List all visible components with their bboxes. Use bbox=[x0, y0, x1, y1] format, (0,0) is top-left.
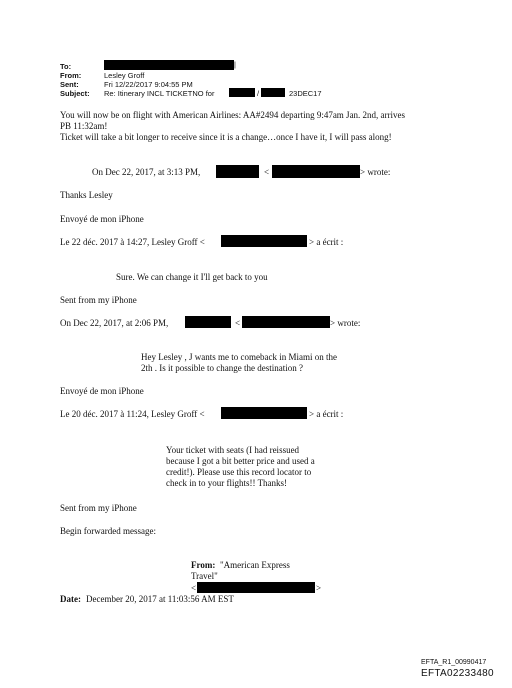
quote-3-lt: < bbox=[235, 318, 241, 328]
body-line-2: PB 11:32am! bbox=[60, 121, 108, 131]
from-value: Lesley Groff bbox=[104, 71, 145, 80]
redaction-q1-name bbox=[216, 165, 259, 178]
fwd-from-label: From: bbox=[191, 560, 216, 570]
footer-code-1: EFTA_R1_00990417 bbox=[421, 659, 487, 666]
quote-2-suffix: > a écrit : bbox=[309, 237, 344, 247]
redaction-q4-email bbox=[221, 407, 307, 419]
redaction-fwd-email bbox=[197, 582, 315, 593]
redaction-q2-email bbox=[221, 235, 307, 247]
ticket-line-3: credit!). Please use this record locator to bbox=[166, 467, 312, 477]
thanks-line: Thanks Lesley bbox=[60, 190, 113, 200]
subject-suffix: 23DEC17 bbox=[289, 89, 322, 98]
sent-iphone-line-2: Sent from my iPhone bbox=[60, 503, 137, 513]
subject-label: Subject: bbox=[60, 89, 90, 98]
redaction-subject-1 bbox=[229, 88, 255, 97]
quote-1-lt: < bbox=[264, 167, 270, 177]
date-label: Date: bbox=[60, 594, 81, 604]
quote-2-prefix: Le 22 déc. 2017 à 14:27, Lesley Groff < bbox=[60, 237, 205, 247]
quote-4-prefix: Le 20 déc. 2017 à 11:24, Lesley Groff < bbox=[60, 409, 205, 419]
redaction-subject-2 bbox=[261, 88, 285, 97]
quote-3-prefix: On Dec 22, 2017, at 2:06 PM, bbox=[60, 318, 169, 328]
sent-iphone-line-1: Sent from my iPhone bbox=[60, 295, 137, 305]
body-line-1: You will now be on flight with American Airlines: AA#2494 departing 9:47am Jan. 2nd, arrives bbox=[60, 110, 406, 120]
date-value: December 20, 2017 at 11:03:56 AM EST bbox=[86, 594, 234, 604]
sent-value: Fri 12/22/2017 9:04:55 PM bbox=[104, 80, 193, 89]
quote-4-suffix: > a écrit : bbox=[309, 409, 344, 419]
redaction-q3-email bbox=[242, 316, 330, 328]
footer-code-2: EFTA02233480 bbox=[421, 668, 494, 679]
from-label: From: bbox=[60, 71, 82, 80]
redaction-q3-name bbox=[185, 316, 231, 328]
redaction-q1-email bbox=[272, 165, 360, 178]
envoye-line-2: Envoyé de mon iPhone bbox=[60, 386, 144, 396]
subject-sep: / bbox=[257, 89, 260, 98]
fwd-from-value-2: Travel" bbox=[191, 571, 218, 581]
to-bracket: | bbox=[234, 60, 236, 69]
redaction-to bbox=[104, 60, 234, 70]
quote-3-suffix: > wrote: bbox=[330, 318, 361, 328]
ticket-line-1: Your ticket with seats (I had reissued bbox=[166, 445, 300, 455]
hey-line-2: 2th . Is it possible to change the destination ? bbox=[141, 363, 303, 373]
subject-prefix: Re: Itinerary INCL TICKETNO for bbox=[104, 89, 215, 98]
fwd-lt: < bbox=[191, 583, 197, 593]
begin-forwarded-line: Begin forwarded message: bbox=[60, 526, 156, 536]
quote-1-prefix: On Dec 22, 2017, at 3:13 PM, bbox=[92, 167, 201, 177]
to-label: To: bbox=[60, 62, 72, 71]
sent-label: Sent: bbox=[60, 80, 79, 89]
fwd-gt: > bbox=[316, 583, 322, 593]
sure-line: Sure. We can change it I'll get back to you bbox=[116, 272, 268, 282]
envoye-line-1: Envoyé de mon iPhone bbox=[60, 214, 144, 224]
fwd-from-value-1: "American Express bbox=[220, 560, 290, 570]
hey-line-1: Hey Lesley , J wants me to comeback in Miami on the bbox=[141, 352, 337, 362]
ticket-line-4: check in to your flights!! Thanks! bbox=[166, 478, 288, 488]
quote-1-suffix: > wrote: bbox=[360, 167, 391, 177]
body-line-3: Ticket will take a bit longer to receive since it is a change…once I have it, I will pass along! bbox=[60, 132, 392, 142]
ticket-line-2: because I got a bit better price and used a bbox=[166, 456, 315, 466]
